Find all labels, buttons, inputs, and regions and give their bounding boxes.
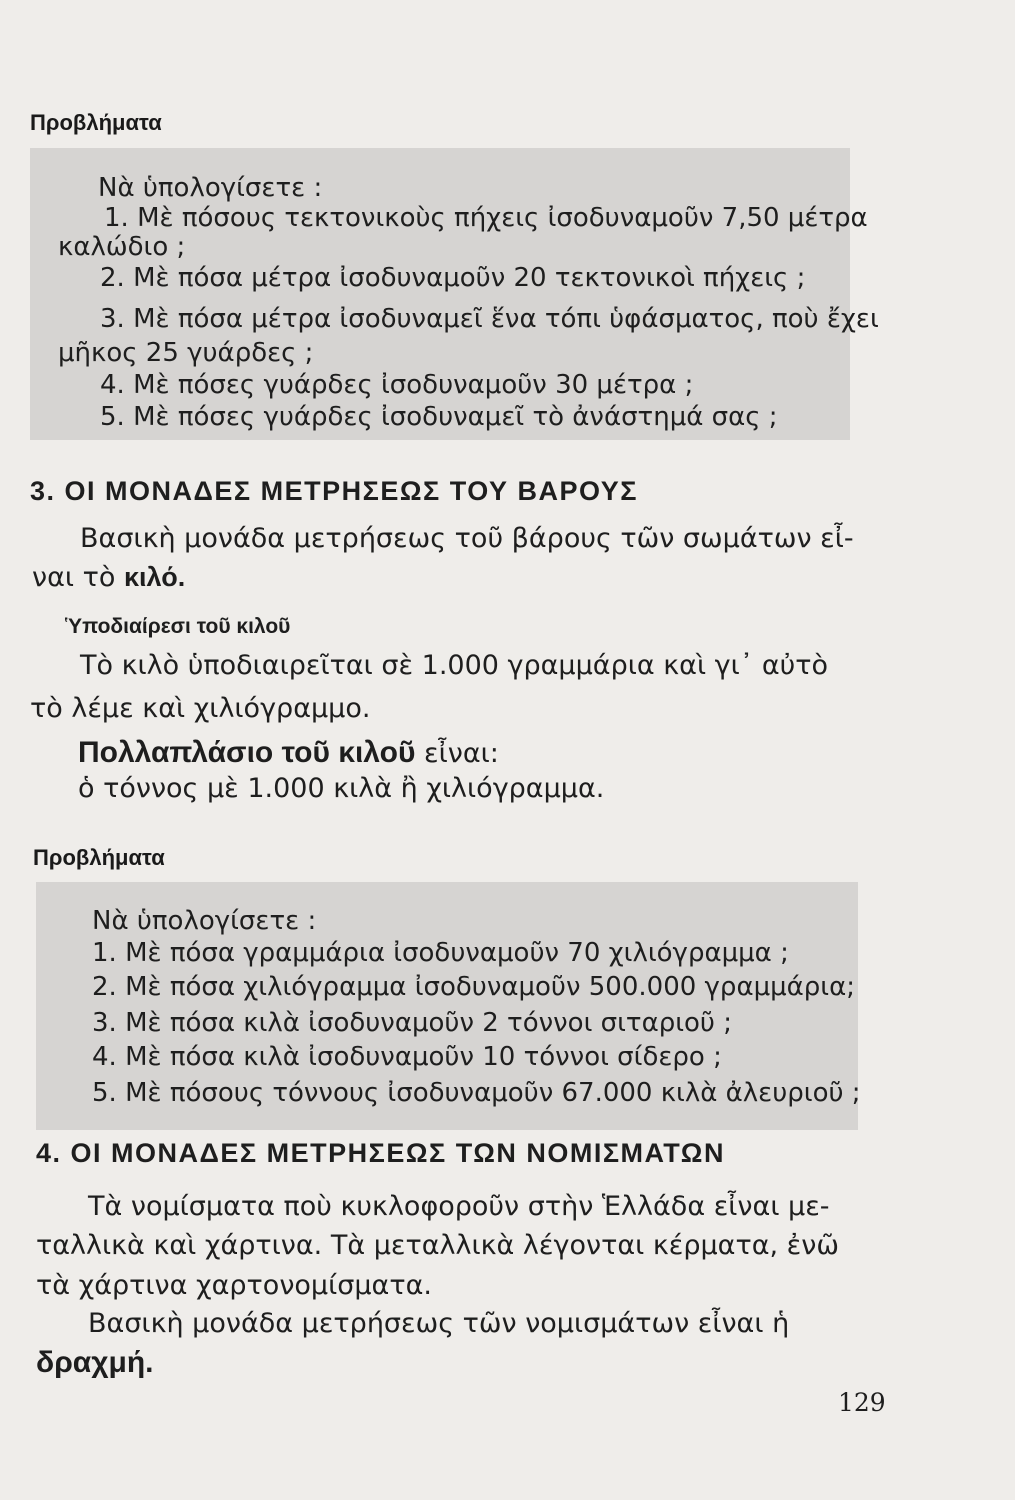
problems-1-line: μῆκος 25 γυάρδες ; [58,338,314,368]
problems-1-line: 3. Μὲ πόσα μέτρα ἰσοδυναμεῖ ἕνα τόπι ὑφάσματος, ποὺ ἔχει [100,304,879,334]
problems-2-line: 1. Μὲ πόσα γραμμάρια ἰσοδυναμοῦν 70 χιλιόγραμμα ; [92,938,789,968]
problems-1-line: 2. Μὲ πόσα μέτρα ἰσοδυναμοῦν 20 τεκτονικοὶ πήχεις ; [100,263,806,293]
section-3-title: 3. ΟΙ ΜΟΝΑΔΕΣ ΜΕΤΡΗΣΕΩΣ ΤΟΥ ΒΑΡΟΥΣ [30,476,638,506]
multiple-line: Πολλαπλάσιο τοῦ κιλοῦ εἶναι: [78,736,499,769]
problems-2-line: 4. Μὲ πόσα κιλὰ ἰσοδυναμοῦν 10 τόννοι σίδερο ; [92,1042,722,1072]
section-3-paragraph-line: τὸ λέμε καὶ χιλιόγραμμο. [30,693,371,724]
section-4-paragraph-line: Βασικὴ μονάδα μετρήσεως τῶν νομισμάτων εἶναι ἡ [88,1308,790,1339]
section-3-paragraph-line: Τὸ κιλὸ ὑποδιαιρεῖται σὲ 1.000 γραμμάρια καὶ γι᾽ αὐτὸ [80,650,829,681]
section-3-paragraph-line: ὁ τόννος μὲ 1.000 κιλὰ ἢ χιλιόγραμμα. [78,773,605,804]
section-3-paragraph-line: Βασικὴ μονάδα μετρήσεως τοῦ βάρους τῶν σωμάτων εἶ- [80,523,854,554]
section-3-paragraph-line: ναι τὸ κιλό. [32,562,186,593]
problems-1-line: 5. Μὲ πόσες γυάρδες ἰσοδυναμεῖ τὸ ἀνάστημά σας ; [100,402,778,432]
section-4-paragraph-line: ταλλικὰ καὶ χάρτινα. Τὰ μεταλλικὰ λέγονται κέρματα, ἐνῶ [36,1230,839,1261]
problems-1-line: 4. Μὲ πόσες γυάρδες ἰσοδυναμοῦν 30 μέτρα ; [100,370,694,400]
page-number: 129 [838,1388,886,1417]
problems-2-line: 5. Μὲ πόσους τόννους ἰσοδυναμοῦν 67.000 κιλὰ ἀλευριοῦ ; [92,1078,861,1108]
problems-2-line: 3. Μὲ πόσα κιλὰ ἰσοδυναμοῦν 2 τόννοι σιταριοῦ ; [92,1008,732,1038]
section-4-paragraph-line: Τὰ νομίσματα ποὺ κυκλοφοροῦν στὴν Ἑλλάδα εἶναι με- [88,1191,830,1222]
section-4-title: 4. ΟΙ ΜΟΝΑΔΕΣ ΜΕΤΡΗΣΕΩΣ ΤΩΝ ΝΟΜΙΣΜΑΤΩΝ [36,1138,725,1168]
keyword-drachma: δραχμή. [36,1346,154,1379]
problems-2-line: 2. Μὲ πόσα χιλιόγραμμα ἰσοδυναμοῦν 500.000 γραμμάρια; [92,972,856,1002]
problems-2-heading: Προβλήματα [33,845,165,870]
problems-1-line: 1. Μὲ πόσους τεκτονικοὺς πήχεις ἰσοδυναμοῦν 7,50 μέτρα [104,203,868,233]
section-4-paragraph-line: τὰ χάρτινα χαρτονομίσματα. [36,1270,432,1301]
subdivision-subheading: Ὑποδιαίρεσι τοῦ κιλοῦ [65,615,291,638]
problems-2-intro: Νὰ ὑπολογίσετε : [92,906,317,936]
problems-1-intro: Νὰ ὑπολογίσετε : [98,173,323,203]
section-4-paragraph-line [36,1345,153,1380]
problems-1-line: καλώδιο ; [58,232,186,262]
problems-1-heading: Προβλήματα [30,110,162,135]
multiple-heading: Πολλαπλάσιο τοῦ κιλοῦ [78,736,416,769]
keyword-kilo: κιλό. [123,562,186,592]
